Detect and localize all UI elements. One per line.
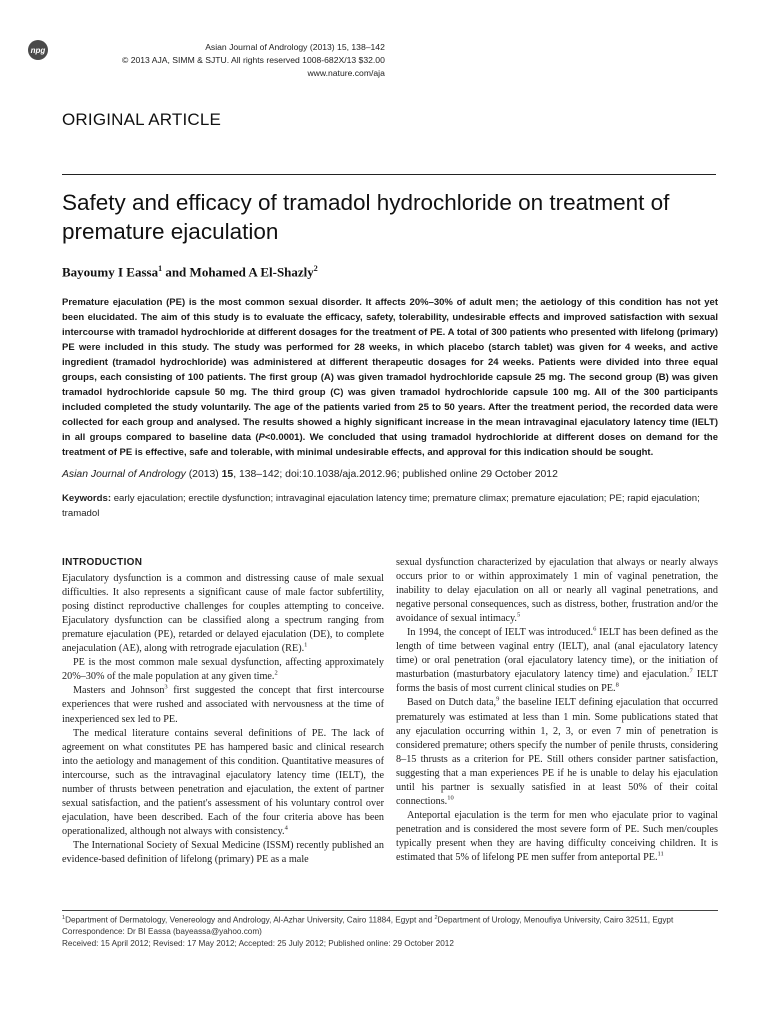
body-column-right bbox=[396, 556, 718, 865]
journal-header bbox=[122, 41, 385, 80]
affiliation-text: Department of Dermatology, Venereology and Andrology, Al-Azhar University, Cairo 11884, Egypt and bbox=[65, 915, 435, 925]
article-type: ORIGINAL ARTICLE bbox=[62, 110, 222, 129]
citation-volume: 15 bbox=[221, 469, 234, 480]
abstract bbox=[62, 295, 718, 460]
article-dates: Received: 15 April 2012; Revised: 17 May 2012; Accepted: 25 July 2012; Published online: 29 October 2012 bbox=[62, 938, 454, 948]
affiliation-marker: 1 bbox=[158, 264, 163, 273]
keywords-label: Keywords: bbox=[62, 493, 112, 504]
abstract-text: Premature ejaculation (PE) is the most common sexual disorder. It affects 20%–30% of adult men; the aetiology of this condition has not yet been elucidated. The aim of this study is to evaluate the efficacy, safety, tolerability, undesirable effects and improved satisfaction with sexual intercourse with tramadol hydrochloride at different dosages for the treatment of PE. A total of 300 patients who presented with lifelong (primary) PE were included in this study. The study was performed for 28 weeks, in which placebo (starch tablet) was given for 4 weeks, and active ingredient (tramadol hydrochloride) was administered at different therapeutic dosages for 24 weeks. Patients were divided into three equal groups, each consisting of 100 patients. The first group (A) was given tramadol hydrochloride capsule 25 mg. The second group (B) was given tramadol hydrochloride capsule 50 mg. The third group (C) was given tramadol hydrochloride capsule 100 mg. All of the 300 participants included completed the study voluntarily. The age of the patients varied from 25 to 50 years. After the treatment period, the recorded data were collected for each group and analysed. The results showed a highly significant increase in the mean intravaginal ejaculatory latency time (IELT) in all groups compared to baseline data ( bbox=[62, 297, 718, 443]
body-paragraph: In 1994, the concept of IELT was introduced.$^6$ IELT has been defined as the length of time between vaginal entry (IELT), anal (anal ejaculatory latency time) or oral penetration (oral ejaculatory latency time), or the initiation of masturbation (masturbatory ejaculatory latency time) and ejaculation.$^7$ IELT forms the basis of most current clinical studies on PE.$^8$ bbox=[396, 625, 719, 695]
correspondence: Correspondence: Dr BI Eassa (bayeassa@yahoo.com) bbox=[62, 927, 262, 937]
reference-marker[interactable]: 1 bbox=[304, 641, 308, 649]
copyright-line: © 2013 AJA, SIMM & SJTU. All rights reserved 1008-682X/13 $32.00 bbox=[122, 55, 385, 65]
citation-year: (2013) bbox=[185, 469, 222, 480]
journal-url[interactable]: www.nature.com/aja bbox=[307, 68, 385, 78]
footnotes bbox=[62, 913, 722, 949]
body-paragraph: Masters and Johnson$^3$ first suggested the concept that first intercourse experiences that were rushed and associated with nervousness at the time of inexperienced sex led to PE. bbox=[62, 684, 384, 725]
p-value-symbol: P bbox=[258, 432, 265, 443]
journal-reference: Asian Journal of Andrology (2013) 15, 138–142 bbox=[205, 42, 385, 52]
body-paragraph: Anteportal ejaculation is the term for men who ejaculate prior to vaginal penetration and is considered the most severe form of PE. Such men/couples typically present when they are having difficulty conceiving children. It is estimated that 5% of lifelong PE men suffer from anteportal PE.$^{11}$ bbox=[396, 809, 718, 863]
keywords bbox=[62, 492, 722, 521]
reference-marker[interactable]: 10 bbox=[447, 794, 454, 802]
reference-marker[interactable]: 9 bbox=[496, 696, 500, 704]
body-paragraph: PE is the most common male sexual dysfunction, affecting approximately 20%–30% of the male population at any given time.$^2$ bbox=[62, 657, 384, 683]
author-joiner: and bbox=[162, 264, 190, 280]
affiliations bbox=[62, 913, 722, 926]
affiliation-marker: 2 bbox=[434, 915, 438, 921]
citation-line bbox=[62, 468, 718, 482]
author-name: Mohamed A El-Shazly bbox=[189, 264, 314, 280]
npg-logo: npg bbox=[28, 40, 48, 60]
citation-details: , 138–142; doi:10.1038/aja.2012.96; published online 29 October 2012 bbox=[233, 469, 558, 480]
footnote-divider bbox=[62, 910, 718, 911]
body-paragraph: Ejaculatory dysfunction is a common and distressing cause of male sexual difficulties. It also represents a significant cause of male factor subfertility, posing distinct reproductive challenges for couples attempting to conceive. Ejaculatory dysfunction can be classified along a spectrum ranging from premature ejaculation (PE), retarded or delayed ejaculation (DE), to complete anejaculation (AE), along with retrograde ejaculation (RE).$^1$ bbox=[62, 573, 384, 655]
body-paragraph: sexual dysfunction characterized by ejaculation that always or nearly always occurs prior to or within approximately 1 min of vaginal penetration, the inability to delay ejaculation on all or nearly all vaginal penetrations, and negative personal consequences, such as distress, bother, frustration and/or the avoidance of sexual intimacy.$^5$ bbox=[396, 557, 718, 625]
author-list bbox=[62, 264, 318, 280]
reference-marker[interactable]: 4 bbox=[284, 824, 288, 832]
reference-marker[interactable]: 8 bbox=[615, 682, 619, 690]
reference-marker[interactable]: 7 bbox=[689, 667, 693, 675]
affiliation-text: Department of Urology, Menoufiya University, Cairo 32511, Egypt bbox=[437, 915, 674, 925]
affiliation-marker: 2 bbox=[313, 264, 318, 273]
reference-marker[interactable]: 11 bbox=[657, 850, 664, 858]
body-paragraph: The medical literature contains several definitions of PE. The lack of agreement on what constitutes PE has hampered basic and clinical research into the aetiology and management of this condition. Quantitative measures of intercourse, such as the intravaginal ejaculatory latency time (IELT), the number of thrusts between penetration and ejaculation, the extent of partner sexual satisfaction, and the patient's assessment of his voluntary control over ejaculation, have been described. Each of the four criteria above has been operationalized, although not always with consistency.$^4$ bbox=[62, 727, 384, 837]
reference-marker[interactable]: 2 bbox=[274, 669, 278, 677]
body-column-left bbox=[62, 556, 384, 867]
title-divider bbox=[62, 174, 716, 175]
reference-marker[interactable]: 5 bbox=[516, 611, 521, 619]
reference-marker[interactable]: 3 bbox=[164, 684, 168, 692]
article-title: Safety and efficacy of tramadol hydrochloride on treatment of premature ejaculation bbox=[62, 190, 670, 244]
reference-marker[interactable]: 6 bbox=[593, 625, 597, 633]
body-paragraph: The International Society of Sexual Medicine (ISSM) recently published an evidence-based definition of lifelong (primary) PE as a male bbox=[62, 839, 384, 865]
author-name: Bayoumy I Eassa bbox=[62, 264, 159, 280]
citation-journal: Asian Journal of Andrology bbox=[62, 469, 186, 480]
section-heading: INTRODUCTION bbox=[62, 557, 143, 568]
keywords-text: early ejaculation; erectile dysfunction; intravaginal ejaculation latency time; premature climax; premature ejaculation; PE; rapid ejaculation; tramadol bbox=[62, 493, 700, 519]
abstract-text: <0.0001). We concluded that using tramadol hydrochloride at different doses on demand for the treatment of PE is effective, safe and tolerable, with minimal undesirable effects, and approval for this indication should be sought. bbox=[62, 432, 718, 458]
affiliation-marker: 1 bbox=[62, 915, 66, 921]
body-paragraph: Based on Dutch data,$^9$ the baseline IELT defining ejaculation that occurred prematurely was estimated at less than 1 min. Some publications stated that any ejaculation occurring within 1, 2, 3, or even 7 min of penetration is considered premature; others specify the number of penile thrusts, considering 8–15 thrusts as a criterion for PE. Still others consider partner satisfaction, suggesting that a man experiences PE if he is unable to delay his ejaculation until his partner is sexually satisfied in at least 50% of their coital connections.$^{10}$ bbox=[396, 696, 718, 807]
